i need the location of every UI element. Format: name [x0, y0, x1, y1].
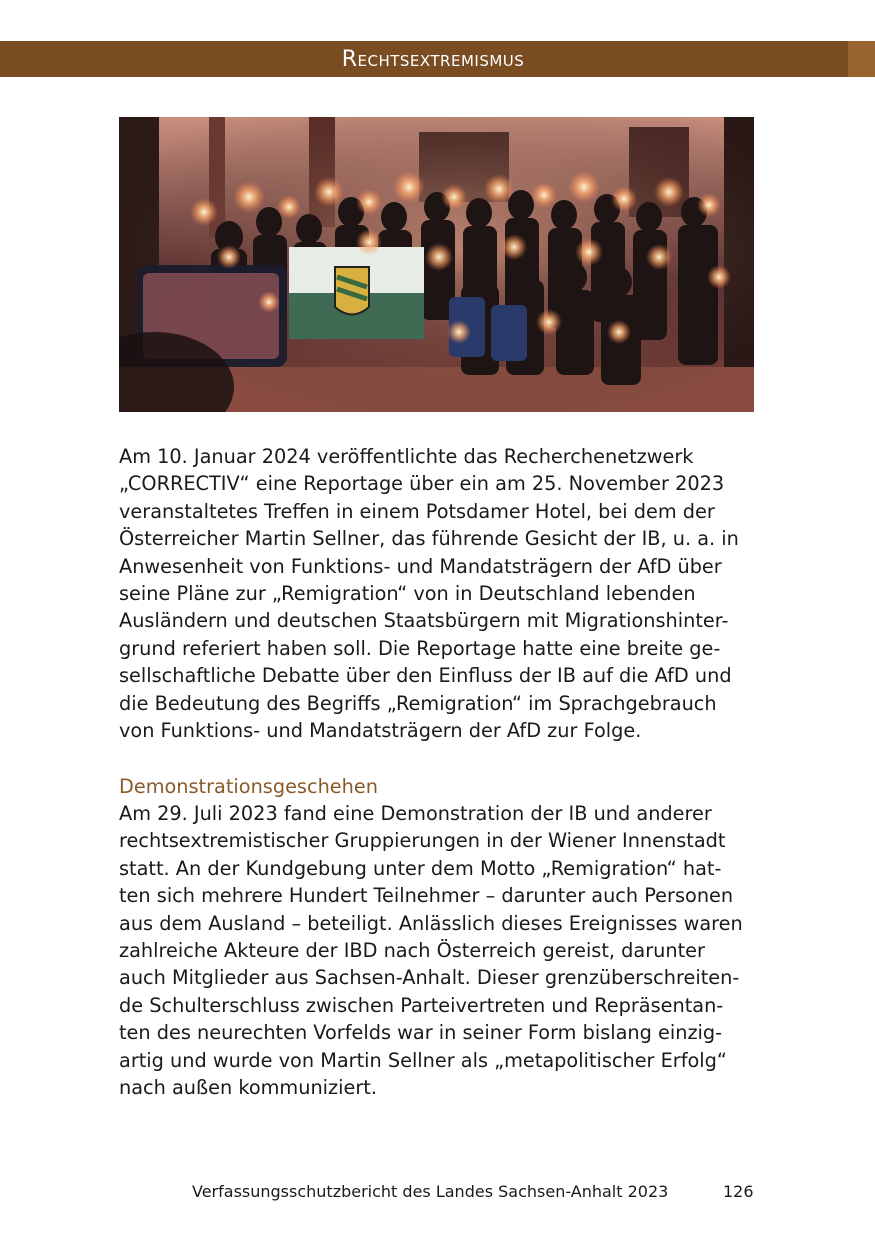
text-line: die Bedeutung des Begriffs „Remigration“ im Sprachgebrauch	[119, 691, 717, 715]
text-line: nach außen kommuniziert.	[119, 1076, 377, 1100]
text-line: Am 29. Juli 2023 fand eine Demonstration der IB und anderer	[119, 802, 712, 825]
text-line: ten sich mehrere Hundert Teilnehmer – darunter auch Personen	[119, 884, 734, 908]
chapter-title: Rechtsextremismus	[341, 47, 525, 72]
text-line: de Schulterschluss zwischen Parteivertreten und Repräsentan-	[119, 993, 724, 1017]
paragraph-correctiv-report	[119, 443, 759, 744]
text-line: statt. An der Kundgebung unter dem Motto „Remigration“ hat-	[119, 856, 722, 880]
text-line: seine Pläne zur „Remigration“ von in Deutschland lebenden	[119, 582, 696, 606]
text-line: Ausländern und deutschen Staatsbürgern mit Migrationshinter-	[119, 609, 729, 633]
page-number: 126	[723, 1182, 754, 1201]
text-line: Anwesenheit von Funktions- und Mandatsträgern der AfD über	[119, 554, 722, 578]
text-line: von Funktions- und Mandatsträgern der AfD zur Folge.	[119, 719, 642, 743]
text-line: „CORRECTIV“ eine Reportage über ein am 25. November 2023	[119, 472, 725, 496]
text-line: aus dem Ausland – beteiligt. Anlässlich dieses Ereignisses waren	[119, 911, 743, 935]
section-heading: Demonstrationsgeschehen	[119, 775, 378, 798]
group-photo	[119, 117, 754, 412]
text-line: grund referiert haben soll. Die Reportage hatte eine breite ge-	[119, 636, 721, 660]
text-line: Am 10. Januar 2024 veröffentlichte das Recherchenetzwerk	[119, 445, 694, 468]
text-line: Österreicher Martin Sellner, das führende Gesicht der IB, u. a. in	[119, 527, 739, 551]
text-line: veranstaltetes Treffen in einem Potsdamer Hotel, bei dem der	[119, 499, 715, 523]
text-line: sellschaftliche Debatte über den Einfluss der IB auf die AfD und	[119, 664, 732, 688]
text-line: zahlreiche Akteure der IBD nach Österreich gereist, darunter	[119, 939, 705, 963]
text-line: auch Mitglieder aus Sachsen-Anhalt. Dieser grenzüberschreiten-	[119, 966, 740, 990]
text-line: ten des neurechten Vorfelds war in seiner Form bislang einzig-	[119, 1021, 723, 1045]
footer-publication: Verfassungsschutzbericht des Landes Sachsen-Anhalt 2023	[192, 1182, 669, 1201]
text-line: artig und wurde von Martin Sellner als „metapolitischer Erfolg“	[119, 1048, 727, 1072]
paragraph-demonstration	[119, 800, 759, 1101]
text-line: rechtsextremistischer Gruppierungen in der Wiener Innenstadt	[119, 829, 726, 853]
